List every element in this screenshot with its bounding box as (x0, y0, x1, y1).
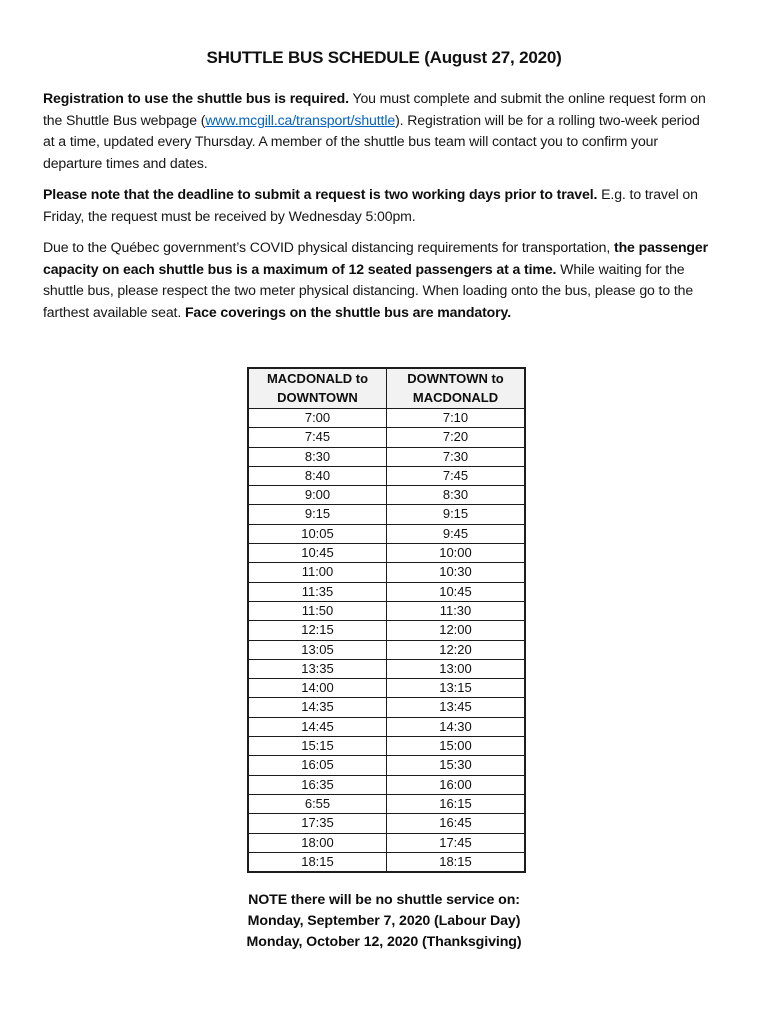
table-row (248, 447, 525, 466)
no-service-note (0, 890, 768, 953)
downtown-departure-time: 7:20 (387, 428, 526, 447)
macdonald-departure-time: 16:05 (248, 756, 387, 775)
table-row (248, 852, 525, 872)
macdonald-departure-time: 7:45 (248, 428, 387, 447)
shuttle-webpage-link[interactable]: www.mcgill.ca/transport/shuttle (205, 111, 396, 128)
downtown-departure-time: 7:30 (387, 447, 526, 466)
downtown-departure-time: 17:45 (387, 833, 526, 852)
macdonald-departure-time: 9:00 (248, 486, 387, 505)
table-row (248, 640, 525, 659)
schedule-table (247, 367, 526, 873)
table-row (248, 563, 525, 582)
downtown-departure-time: 12:20 (387, 640, 526, 659)
face-coverings-bold: Face coverings on the shuttle bus are mandatory. (184, 303, 511, 320)
macdonald-departure-time: 8:30 (248, 447, 387, 466)
table-row (248, 833, 525, 852)
downtown-departure-time: 7:10 (387, 409, 526, 428)
macdonald-departure-time: 16:35 (248, 775, 387, 794)
table-row (248, 486, 525, 505)
downtown-departure-time: 13:45 (387, 698, 526, 717)
downtown-departure-time: 15:00 (387, 737, 526, 756)
table-row (248, 544, 525, 563)
table-row (248, 814, 525, 833)
downtown-departure-time: 13:15 (387, 679, 526, 698)
macdonald-departure-time: 18:15 (248, 852, 387, 872)
macdonald-departure-time: 17:35 (248, 814, 387, 833)
table-row (248, 505, 525, 524)
page-title: SHUTTLE BUS SCHEDULE (August 27, 2020) (206, 48, 562, 67)
macdonald-departure-time: 18:00 (248, 833, 387, 852)
downtown-departure-time: 8:30 (387, 486, 526, 505)
macdonald-departure-time: 14:00 (248, 679, 387, 698)
downtown-departure-time: 11:30 (387, 601, 526, 620)
macdonald-departure-time: 12:15 (248, 621, 387, 640)
downtown-departure-time: 10:00 (387, 544, 526, 563)
header-macdonald-to-downtown: MACDONALD to DOWNTOWN (248, 368, 387, 409)
macdonald-departure-time: 15:15 (248, 737, 387, 756)
macdonald-departure-time: 11:35 (248, 582, 387, 601)
intro-paragraphs (43, 88, 710, 323)
table-row (248, 409, 525, 428)
macdonald-departure-time: 10:45 (248, 544, 387, 563)
table-row (248, 601, 525, 620)
macdonald-departure-time: 13:35 (248, 659, 387, 678)
header-downtown-to-macdonald: DOWNTOWN to MACDONALD (387, 368, 526, 409)
downtown-departure-time: 9:15 (387, 505, 526, 524)
paragraph-registration (43, 88, 710, 174)
downtown-departure-time: 13:00 (387, 659, 526, 678)
paragraph-deadline (43, 184, 710, 227)
deadline-bold: Please note that the deadline to submit a request is two working days prior to travel. (43, 186, 598, 202)
registration-text-after-link: ). Registration will be for a rolling two-week period at a time, updated every Thursday. A member of the shuttle bus team will contact you to confirm your departure times and dates. (43, 111, 700, 171)
table-row (248, 466, 525, 485)
downtown-departure-time: 16:00 (387, 775, 526, 794)
capacity-bold: the passenger capacity on each shuttle bus is a maximum of 12 seated passengers at a time. (43, 239, 708, 277)
table-row (248, 524, 525, 543)
table-row (248, 794, 525, 813)
note-line-thanksgiving: Monday, October 12, 2020 (Thanksgiving) (246, 934, 522, 951)
table-row (248, 428, 525, 447)
registration-required-bold: Registration to use the shuttle bus is required. (43, 90, 349, 106)
table-row (248, 679, 525, 698)
macdonald-departure-time: 13:05 (248, 640, 387, 659)
macdonald-departure-time: 14:35 (248, 698, 387, 717)
paragraph-covid (43, 237, 710, 323)
macdonald-departure-time: 11:50 (248, 601, 387, 620)
downtown-departure-time: 12:00 (387, 621, 526, 640)
downtown-departure-time: 14:30 (387, 717, 526, 736)
macdonald-departure-time: 6:55 (248, 794, 387, 813)
table-row (248, 659, 525, 678)
table-row (248, 717, 525, 736)
macdonald-departure-time: 9:15 (248, 505, 387, 524)
macdonald-departure-time: 8:40 (248, 466, 387, 485)
table-header-row (248, 368, 525, 409)
macdonald-departure-time: 10:05 (248, 524, 387, 543)
macdonald-departure-time: 11:00 (248, 563, 387, 582)
macdonald-departure-time: 7:00 (248, 409, 387, 428)
downtown-departure-time: 16:45 (387, 814, 526, 833)
downtown-departure-time: 18:15 (387, 852, 526, 872)
covid-lead-text: Due to the Québec government’s COVID physical distancing requirements for transportation, (43, 239, 614, 255)
table-row (248, 582, 525, 601)
downtown-departure-time: 15:30 (387, 756, 526, 775)
note-line-labour-day: Monday, September 7, 2020 (Labour Day) (247, 913, 521, 930)
downtown-departure-time: 10:30 (387, 563, 526, 582)
downtown-departure-time: 16:15 (387, 794, 526, 813)
downtown-departure-time: 7:45 (387, 466, 526, 485)
schedule-rows (248, 409, 525, 873)
downtown-departure-time: 10:45 (387, 582, 526, 601)
table-row (248, 737, 525, 756)
note-line-heading: NOTE there will be no shuttle service on: (248, 892, 520, 909)
macdonald-departure-time: 14:45 (248, 717, 387, 736)
table-row (248, 698, 525, 717)
covid-middle-text: While waiting for the shuttle bus, please respect the two meter physical distancing. When loading onto the bus, please go to the farthest available seat. (43, 260, 694, 320)
table-row (248, 775, 525, 794)
table-row (248, 756, 525, 775)
registration-text-before-link: You must complete and submit the online request form on the Shuttle Bus webpage ( (43, 90, 706, 128)
downtown-departure-time: 9:45 (387, 524, 526, 543)
table-row (248, 621, 525, 640)
schedule-table-container (247, 367, 523, 873)
deadline-example-text: E.g. to travel on Friday, the request must be received by Wednesday 5:00pm. (43, 186, 698, 224)
